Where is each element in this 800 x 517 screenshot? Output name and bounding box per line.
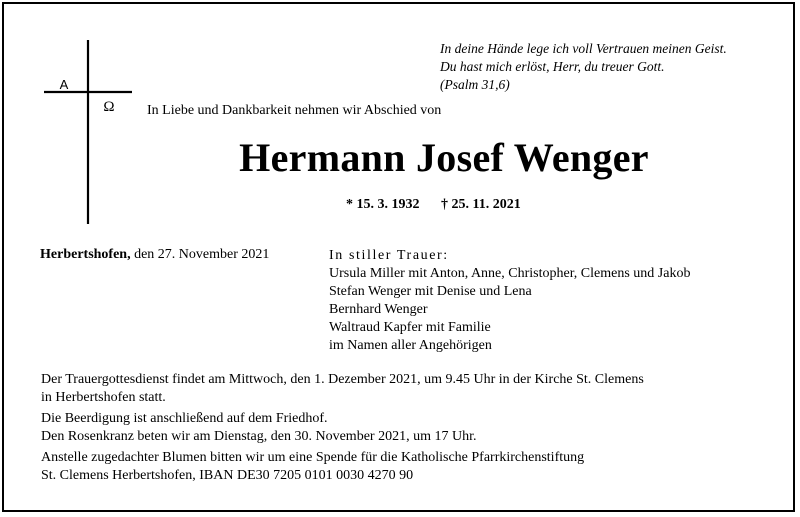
place-date — [40, 247, 269, 263]
notice-date: den 27. November 2021 — [134, 247, 270, 262]
birth-date: * 15. 3. 1932 — [346, 197, 420, 212]
mourner-line: Waltraud Kapfer mit Familie — [329, 320, 491, 335]
omega-symbol: Ω — [103, 99, 115, 115]
mourners-heading: In stiller Trauer: — [329, 248, 449, 263]
notice-line: Anstelle zugedachter Blumen bitten wir um eine Spende für die Katholische Pfarrkirchenstiftung — [41, 450, 585, 465]
intro-text: In Liebe und Dankbarkeit nehmen wir Abschied von — [147, 103, 442, 118]
service-notices — [41, 371, 781, 485]
obituary-frame — [2, 2, 795, 512]
mourners-list — [329, 247, 690, 355]
notice-line: in Herbertshofen statt. — [41, 390, 166, 405]
mourner-line: Ursula Miller mit Anton, Anne, Christopher, Clemens und Jakob — [329, 266, 691, 281]
death-date: † 25. 11. 2021 — [441, 197, 521, 212]
psalm-line: In deine Hände lege ich voll Vertrauen meinen Geist. — [440, 41, 727, 56]
place-name: Herbertshofen, — [40, 247, 131, 262]
cross-icon — [42, 40, 134, 224]
alpha-symbol: A — [59, 77, 69, 92]
notice-line: Die Beerdigung ist anschließend auf dem Friedhof. — [41, 411, 328, 426]
mourner-line: Stefan Wenger mit Denise und Lena — [329, 284, 532, 299]
psalm-reference: (Psalm 31,6) — [440, 77, 510, 92]
life-dates — [346, 197, 521, 213]
notice-line: Der Trauergottesdienst findet am Mittwoch, den 1. Dezember 2021, um 9.45 Uhr in der Kirche St. Clemens — [41, 372, 644, 387]
notice-line: Den Rosenkranz beten wir am Dienstag, den 30. November 2021, um 17 Uhr. — [41, 429, 477, 444]
mourner-line: Bernhard Wenger — [329, 302, 428, 317]
deceased-name: Hermann Josef Wenger — [239, 135, 649, 180]
notice-line: St. Clemens Herbertshofen, IBAN DE30 7205 0101 0030 4270 90 — [41, 468, 414, 483]
mourner-line: im Namen aller Angehörigen — [329, 338, 492, 353]
psalm-line: Du hast mich erlöst, Herr, du treuer Gott. — [440, 59, 665, 74]
psalm-verse — [440, 40, 790, 94]
